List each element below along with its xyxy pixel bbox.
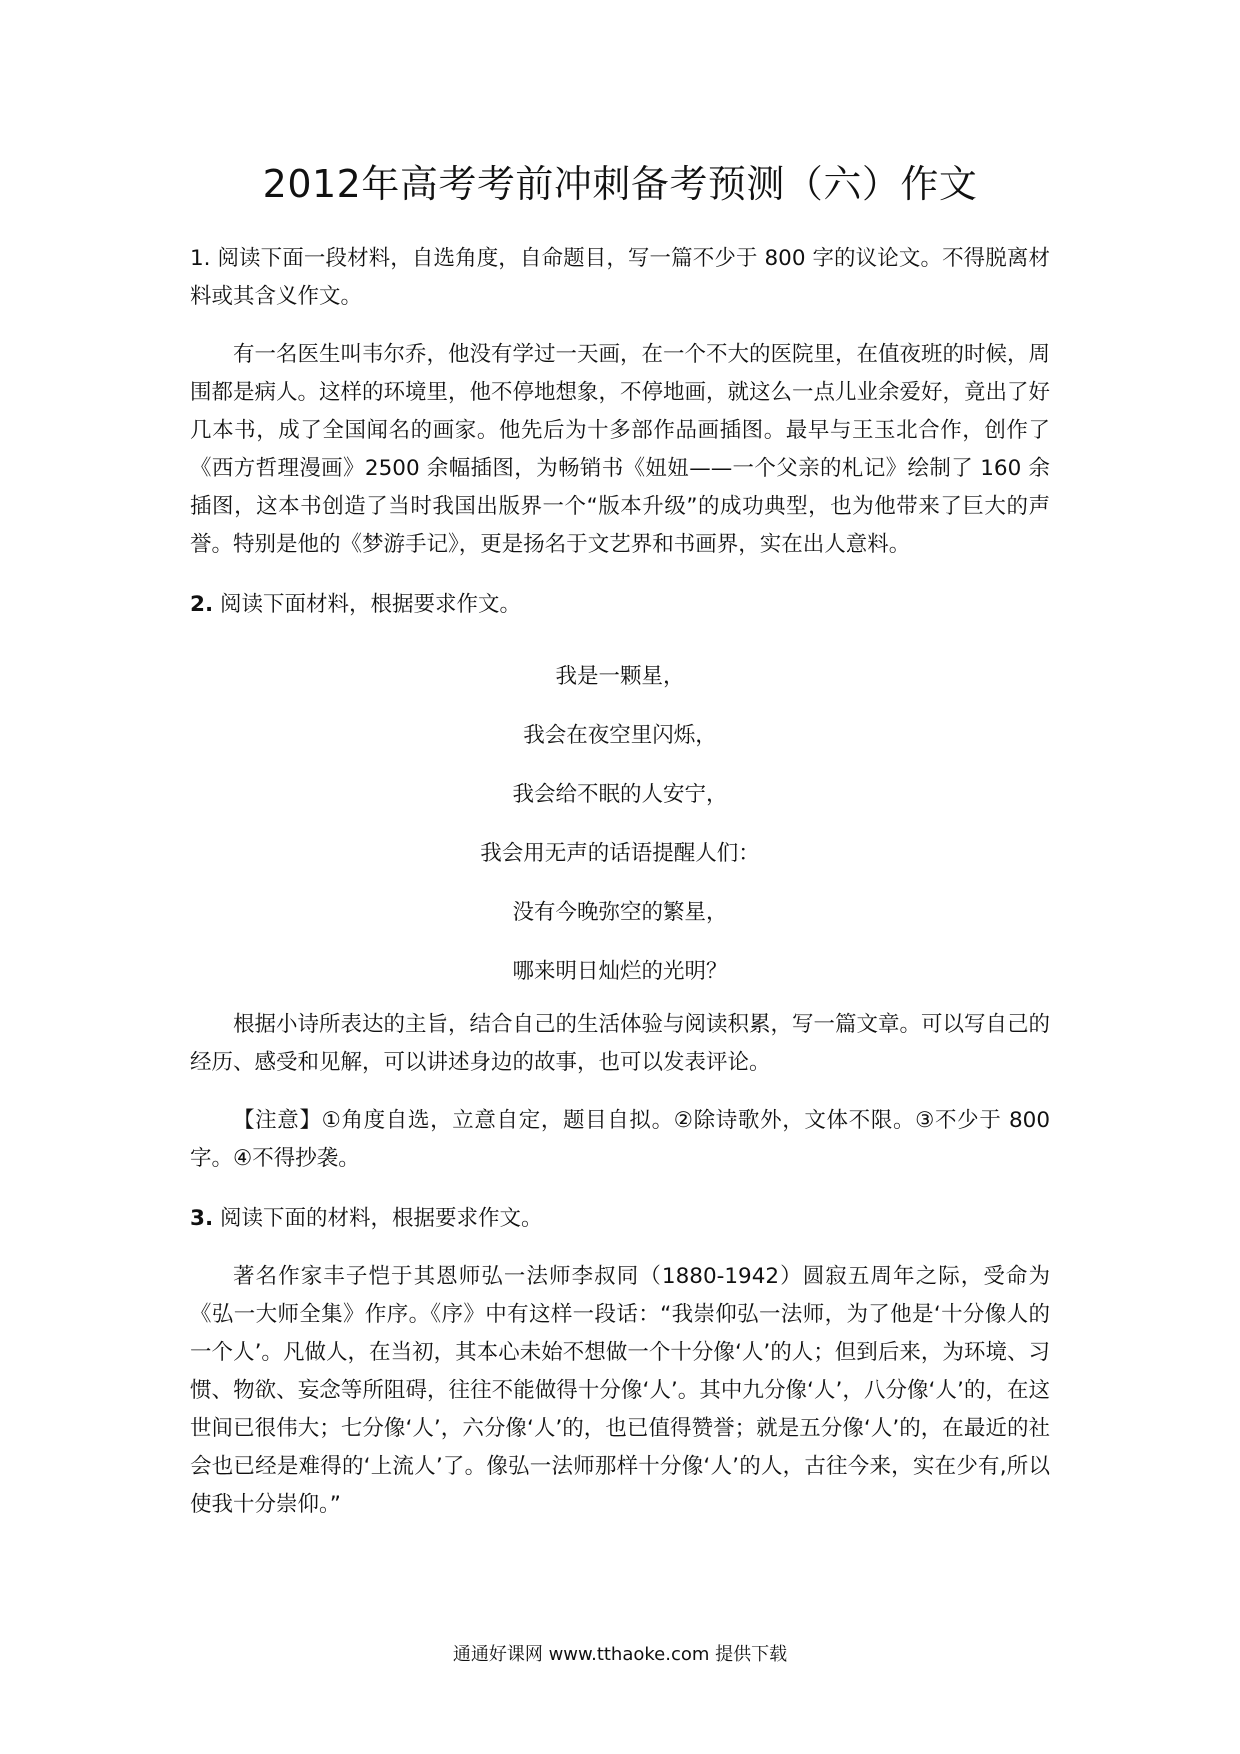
question-3-number: 3. [190,1206,214,1231]
document-body [190,240,1050,1524]
poem-line: 我会用无声的话语提醒人们： [480,841,760,866]
page-title: 2012年高考考前冲刺备考预测（六）作文 [262,162,978,206]
question-2-notice: 【注意】①角度自选，立意自定，题目自拟。②除诗歌外，文体不限。③不少于 800 字。④不得抄袭。 [190,1108,1050,1171]
question-3-heading [190,1200,1050,1238]
question-3-material: 著名作家丰子恺于其恩师弘一法师李叔同（1880-1942）圆寂五周年之际，受命为《弘一大师全集》作序。《序》中有这样一段话：“我崇仰弘一法师，为了他是‘十分像人的一个人’。凡做人，在当初，其本心未始不想做一个十分像‘人’的人；但到后来，为环境、习惯、物欲、妄念等所阻碍，往往不能做得十分像‘人’。其中九分像‘人’，八分像‘人’的，在这世间已很伟大；七分像‘人’，六分像‘人’的，也已值得赞誉；就是五分像‘人’的，在最近的社会也已经是难得的‘上流人’了。像弘一法师那样十分像‘人’的人，古往今来，实在少有,所以使我十分崇仰。” [190,1264,1050,1517]
question-3-prompt: 阅读下面的材料，根据要求作文。 [213,1206,543,1231]
poem-line: 没有今晚弥空的繁星， [512,900,728,925]
page-footer: 通通好课网 www.tthaoke.com 提供下载 [452,1644,788,1665]
question-1-material: 有一名医生叫韦尔乔，他没有学过一天画，在一个不大的医院里，在值夜班的时候，周围都是病人。这样的环境里，他不停地想象，不停地画，就这么一点儿业余爱好，竟出了好几本书，成了全国闻名的画家。他先后为十多部作品画插图。最早与王玉北合作，创作了《西方哲理漫画》2500 余幅插图，为畅销书《妞妞——一个父亲的札记》绘制了 160 余插图，这本书创造了当时我国出版界一个“版本升级”的成功典型，也为他带来了巨大的声誉。特别是他的《梦游手记》，更是扬名于文艺界和书画界，实在出人意料。 [190,342,1051,557]
question-2-number: 2. [190,592,214,617]
question-2-prompt: 阅读下面材料，根据要求作文。 [213,592,521,617]
poem-line: 哪来明日灿烂的光明？ [512,959,728,984]
poem [190,658,1050,991]
question-1-prompt: 1. 阅读下面一段材料，自选角度，自命题目，写一篇不少于 800 字的议论文。不得脱离材料或其含义作文。 [190,246,1050,309]
poem-line: 我会在夜空里闪烁， [523,723,717,748]
question-2-heading [190,586,1050,624]
poem-line: 我会给不眠的人安宁， [512,782,728,807]
question-2-instruction: 根据小诗所表达的主旨，结合自己的生活体验与阅读积累，写一篇文章。可以写自己的经历、感受和见解，可以讲述身边的故事，也可以发表评论。 [190,1012,1051,1075]
poem-line: 我是一颗星， [555,664,685,689]
